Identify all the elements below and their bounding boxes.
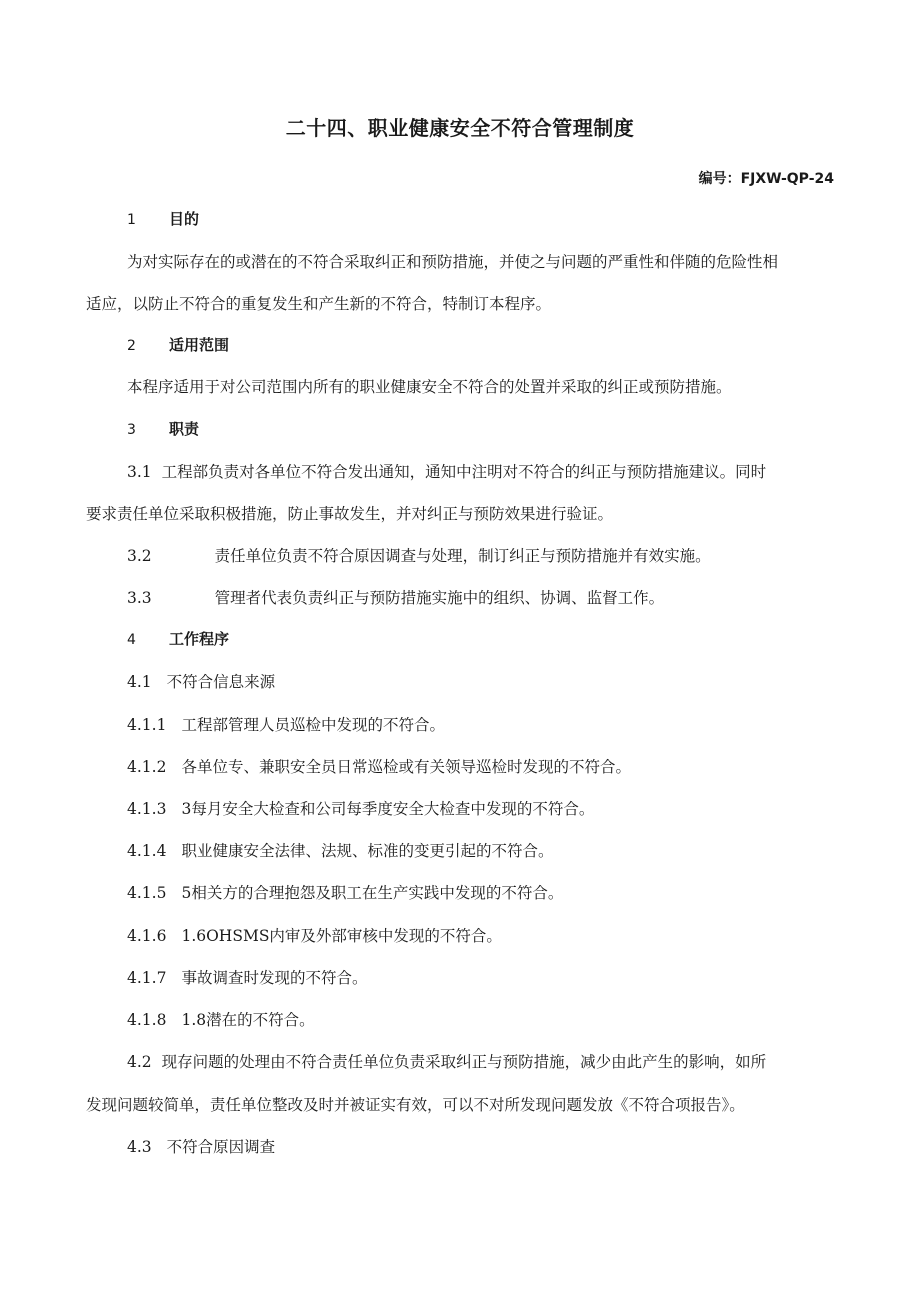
item-text: 事故调查时发现的不符合。 xyxy=(181,969,368,987)
item-4-3 xyxy=(127,1135,275,1157)
section-title: 工作程序 xyxy=(169,630,230,648)
item-text: 各单位专、兼职安全员日常巡检或有关领导巡检时发现的不符合。 xyxy=(181,758,631,776)
section-title: 职责 xyxy=(169,420,200,438)
item-number: 4.1.7 xyxy=(127,969,167,987)
item-3-1-line-1 xyxy=(127,460,766,482)
item-number: 4.1.1 xyxy=(127,716,167,734)
list-item xyxy=(127,1008,315,1030)
item-number: 3.3 xyxy=(127,589,152,607)
item-4-2-line-2: 发现问题较简单，责任单位整改及时并被证实有效，可以不对所发现问题发放《不符合项报告》。 xyxy=(86,1096,745,1114)
item-number: 4.1.5 xyxy=(127,884,167,902)
section-title: 适用范围 xyxy=(169,336,230,354)
item-4-2-line-1 xyxy=(127,1050,766,1072)
item-number: 4.1 xyxy=(127,673,152,691)
s1-paragraph-line-2: 适应，以防止不符合的重复发生和产生新的不符合，特制订本程序。 xyxy=(86,295,552,313)
section-number: 3 xyxy=(127,422,136,438)
section-3-heading xyxy=(127,418,199,439)
item-text: 职业健康安全法律、法规、标准的变更引起的不符合。 xyxy=(181,842,554,860)
section-2-heading xyxy=(127,334,229,355)
list-item xyxy=(127,839,553,861)
item-number: 4.1.2 xyxy=(127,758,167,776)
list-item xyxy=(127,713,445,735)
item-text: 管理者代表负责纠正与预防措施实施中的组织、协调、监督工作。 xyxy=(214,589,665,607)
item-3-2 xyxy=(127,544,711,566)
item-text: 5相关方的合理抱怨及职工在生产实践中发现的不符合。 xyxy=(181,884,564,902)
list-item xyxy=(127,881,563,903)
item-text: 1.8潜在的不符合。 xyxy=(181,1011,315,1029)
section-number: 1 xyxy=(127,212,136,228)
item-number: 4.1.8 xyxy=(127,1011,167,1029)
item-number: 4.1.4 xyxy=(127,842,167,860)
item-3-3 xyxy=(127,586,664,608)
item-text: 3每月安全大检查和公司每季度安全大检查中发现的不符合。 xyxy=(181,800,595,818)
section-title: 目的 xyxy=(169,210,200,228)
item-number: 4.2 xyxy=(127,1053,152,1071)
section-number: 4 xyxy=(127,632,136,648)
item-text: 1.6OHSMS内审及外部审核中发现的不符合。 xyxy=(181,927,502,945)
item-number: 4.1.6 xyxy=(127,927,167,945)
item-number: 4.1.3 xyxy=(127,800,167,818)
item-text: 工程部管理人员巡检中发现的不符合。 xyxy=(181,716,445,734)
section-4-heading xyxy=(127,628,229,649)
item-text: 责任单位负责不符合原因调查与处理，制订纠正与预防措施并有效实施。 xyxy=(214,547,711,565)
page-title: 二十四、职业健康安全不符合管理制度 xyxy=(285,116,635,140)
list-item xyxy=(127,966,367,988)
item-number: 3.2 xyxy=(127,547,152,565)
s2-paragraph: 本程序适用于对公司范围内所有的职业健康安全不符合的处置并采取的纠正或预防措施。 xyxy=(127,378,732,396)
item-text: 不符合信息来源 xyxy=(166,673,276,691)
list-item xyxy=(127,797,594,819)
item-text: 工程部负责对各单位不符合发出通知，通知中注明对不符合的纠正与预防措施建议。同时 xyxy=(161,463,767,481)
s1-paragraph-line-1: 为对实际存在的或潜在的不符合采取纠正和预防措施，并使之与问题的严重性和伴随的危险性相 xyxy=(127,253,779,271)
list-item xyxy=(127,755,631,777)
section-number: 2 xyxy=(127,338,136,354)
item-number: 4.3 xyxy=(127,1138,152,1156)
document-number: 编号：FJXW-QP-24 xyxy=(698,171,834,187)
section-1-heading xyxy=(127,208,199,229)
item-text: 现存问题的处理由不符合责任单位负责采取纠正与预防措施，减少由此产生的影响，如所 xyxy=(161,1053,767,1071)
item-text: 不符合原因调查 xyxy=(166,1138,276,1156)
list-item xyxy=(127,924,502,946)
item-4-1 xyxy=(127,670,275,692)
item-3-1-line-2: 要求责任单位采取积极措施，防止事故发生，并对纠正与预防效果进行验证。 xyxy=(86,505,614,523)
item-number: 3.1 xyxy=(127,463,152,481)
